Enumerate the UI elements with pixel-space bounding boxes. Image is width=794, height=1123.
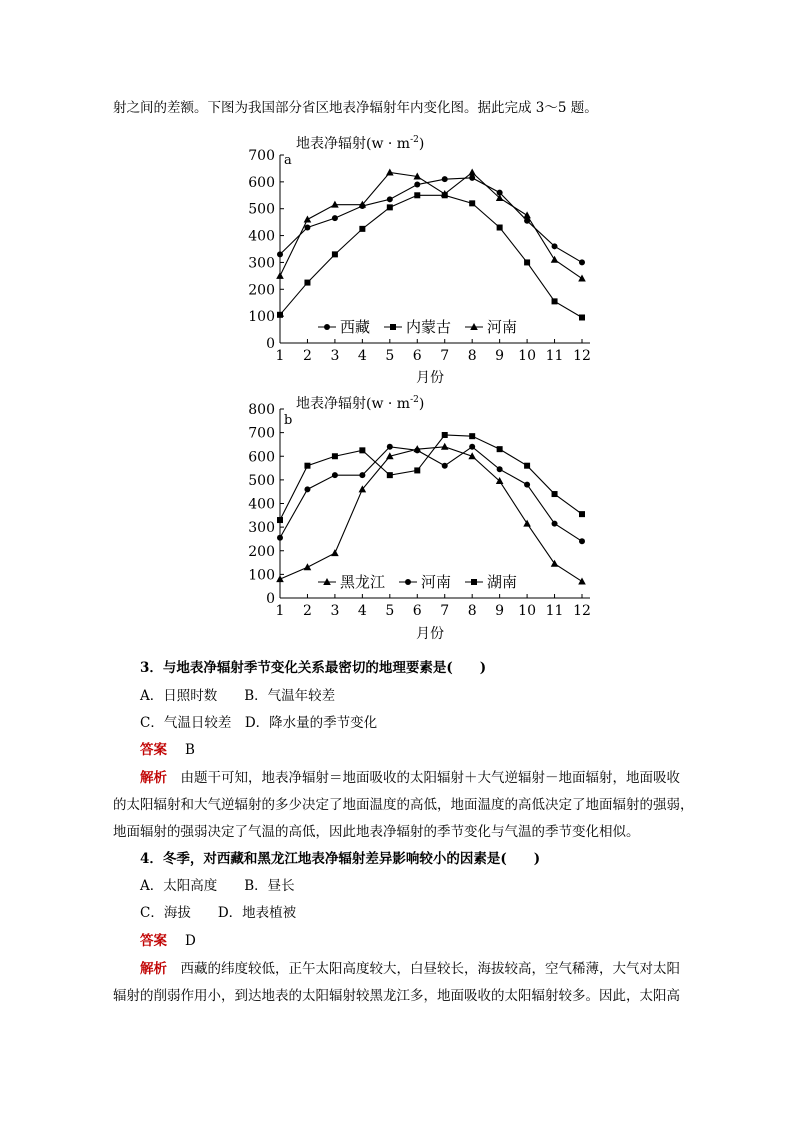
chart-a-title (296, 135, 424, 152)
chart-b-legend-2-label: 湖南 (487, 573, 518, 591)
chart-a-series-1-point (277, 312, 283, 318)
q3-analysis-3: 地面辐射的强弱决定了气温的高低，因此地表净辐射的季节变化与气温的季节变化相似。 (113, 824, 640, 840)
chart-b-x-tick-label: 7 (440, 603, 450, 619)
chart-b-x-tick-label: 11 (545, 603, 564, 619)
chart-a-svg (240, 128, 605, 388)
q4-answer-label: 答案 (140, 933, 167, 949)
chart-a-x-tick-label: 12 (573, 348, 591, 364)
chart-b-x-tick-label: 12 (573, 603, 591, 619)
chart-b-series-2-point (277, 517, 283, 523)
chart-b-x-tick-label: 4 (357, 603, 367, 619)
chart-b-series-1-point (304, 486, 310, 492)
chart-b-series-1-point (414, 447, 420, 453)
chart-a-series-0-point (304, 225, 310, 231)
chart-a-title-sup: -2 (410, 135, 419, 145)
q4-answer-value: D (185, 933, 196, 949)
chart-b-series-2-point (332, 453, 338, 459)
chart-b-series-1-point (359, 472, 365, 478)
chart-a-title-main: 地表净辐射(w · m (296, 136, 411, 152)
chart-a-series-1-point (332, 251, 338, 257)
chart-a-x-tick-label: 11 (545, 348, 564, 364)
q4-analysis-2: 辐射的削弱作用小，到达地表的太阳辐射较黑龙江多，地面吸收的太阳辐射较多。因此，太阳高 (113, 988, 680, 1004)
q3-analysis-2: 的太阳辐射和大气逆辐射的多少决定了地面温度的高低，地面温度的高低决定了地面辐射的强弱， (113, 797, 694, 813)
q3-options-2: C．气温日较差 D．降水量的季节变化 (140, 715, 378, 731)
q3-answer-value: B (185, 742, 195, 758)
chart-a-x-tick-label: 3 (330, 348, 340, 364)
chart-a-legend-1-marker (390, 324, 396, 330)
chart-a-x-tick-label: 9 (495, 348, 505, 364)
q4-answer (140, 929, 196, 949)
chart-a-panel-label: a (284, 153, 292, 168)
chart-b-legend-2-marker (471, 579, 477, 585)
chart-b-series-0-point (523, 520, 531, 527)
chart-a-series-0-point (414, 182, 420, 188)
chart-a-series-0-point (552, 243, 558, 249)
chart-b-title-sup: -2 (410, 395, 419, 405)
chart-a-x-tick-label: 7 (440, 348, 450, 364)
chart-b-xlabel: 月份 (416, 626, 444, 642)
chart-b-y-tick-label: 600 (248, 449, 275, 466)
chart-a-title-end: ) (418, 136, 425, 152)
chart-b-series-1-point (524, 482, 530, 488)
chart-b-series-0-point (578, 577, 586, 584)
q3-analysis-1 (140, 766, 680, 786)
chart-a-series-1-point (469, 200, 475, 206)
chart-b-panel-label: b (284, 413, 293, 428)
chart-b-title (296, 395, 424, 412)
chart-a-series-1-point (387, 204, 393, 210)
chart-b-series-2-point (469, 433, 475, 439)
chart-a-y-tick-label: 700 (248, 148, 275, 164)
chart-a-series-1-point (524, 259, 530, 265)
chart-a-series-2-line (280, 172, 582, 278)
chart-a-legend-0-label: 西藏 (340, 318, 371, 336)
chart-a-y-tick-label: 400 (248, 228, 275, 245)
q3-answer (140, 738, 195, 758)
chart-b-svg (240, 390, 605, 645)
chart-b-legend-1-label: 河南 (421, 573, 452, 591)
chart-a (240, 128, 605, 388)
chart-b-x-tick-label: 3 (330, 603, 340, 619)
q4-stem: 4．冬季，对西藏和黑龙江地表净辐射差异影响较小的因素是( ) (140, 851, 541, 867)
chart-b-legend-0-label: 黑龙江 (340, 573, 386, 591)
chart-a-y-tick-label: 500 (248, 201, 275, 218)
chart-b-y-tick-label: 0 (266, 591, 275, 607)
chart-a-series-2-point (386, 168, 394, 175)
chart-a-series-2-point (468, 168, 476, 175)
chart-a-series-2-point (578, 275, 586, 282)
chart-b-series-2-point (414, 467, 420, 473)
chart-a-x-tick-label: 6 (412, 348, 422, 364)
intro-text: 射之间的差额。下图为我国部分省区地表净辐射年内变化图。据此完成 3～5 题。 (113, 100, 598, 116)
chart-b-series-0-point (276, 575, 284, 582)
chart-b-series-1-line (280, 447, 582, 542)
chart-a-legend-2-label: 河南 (487, 318, 518, 336)
chart-b-series-1-point (332, 472, 338, 478)
chart-a-y-tick-label: 600 (248, 174, 275, 191)
chart-b-series-0-point (331, 549, 339, 556)
chart-a-x-tick-label: 5 (385, 348, 395, 364)
chart-b-series-1-point (579, 538, 585, 544)
q3-options-1: A．日照时数 B．气温年较差 (140, 688, 336, 704)
chart-b-x-tick-label: 9 (495, 603, 505, 619)
chart-b-series-2-point (387, 472, 393, 478)
chart-a-series-1-point (552, 298, 558, 304)
chart-a-series-0-point (277, 251, 283, 257)
chart-b-series-2-point (359, 447, 365, 453)
chart-a-legend-1-label: 内蒙古 (406, 318, 452, 336)
chart-b-y-tick-label: 500 (248, 472, 275, 489)
chart-a-series-2-point (551, 256, 559, 263)
q4-analysis-label: 解析 (140, 961, 167, 977)
chart-a-x-tick-label: 8 (467, 348, 477, 364)
chart-a-x-tick-label: 4 (357, 348, 367, 364)
chart-b-series-0-line (280, 447, 582, 582)
chart-b-series-1-point (442, 463, 448, 469)
chart-b (240, 390, 605, 645)
chart-a-series-1-point (497, 225, 503, 231)
chart-a-series-0-line (280, 178, 582, 263)
chart-b-x-tick-label: 6 (412, 603, 422, 619)
chart-b-series-1-point (387, 444, 393, 450)
chart-a-series-0-point (387, 196, 393, 202)
q4-options-1: A．太阳高度 B．昼长 (140, 878, 295, 894)
chart-a-series-1-line (280, 195, 582, 317)
chart-b-series-2-point (304, 463, 310, 469)
chart-b-y-tick-label: 100 (248, 567, 275, 584)
chart-b-title-end: ) (418, 396, 425, 412)
chart-b-series-1-point (497, 466, 503, 472)
chart-b-series-2-point (524, 463, 530, 469)
q3-analysis-label: 解析 (140, 770, 167, 786)
chart-a-x-tick-label: 2 (302, 348, 312, 364)
chart-b-series-1-point (469, 444, 475, 450)
q4-analysis-text-1: 西藏的纬度较低，正午太阳高度较大，白昼较长，海拔较高，空气稀薄，大气对太阳 (167, 961, 680, 977)
chart-a-series-2-point (304, 215, 312, 222)
chart-b-series-2-point (552, 491, 558, 497)
chart-b-series-1-point (277, 535, 283, 541)
q3-analysis-text-1: 由题干可知，地表净辐射＝地面吸收的太阳辐射＋大气逆辐射－地面辐射，地面吸收 (167, 770, 680, 786)
chart-b-x-tick-label: 2 (302, 603, 312, 619)
chart-b-title-main: 地表净辐射(w · m (296, 396, 411, 412)
chart-a-legend-0-marker (324, 324, 330, 330)
chart-a-x-tick-label: 10 (518, 348, 537, 364)
chart-b-series-0-point (441, 443, 449, 450)
chart-b-x-tick-label: 5 (385, 603, 395, 619)
q4-analysis-1 (140, 957, 680, 977)
chart-b-x-tick-label: 1 (275, 603, 285, 619)
chart-a-y-tick-label: 100 (248, 309, 275, 326)
chart-b-x-tick-label: 8 (467, 603, 477, 619)
q3-answer-label: 答案 (140, 742, 167, 758)
chart-b-series-2-point (442, 432, 448, 438)
chart-a-y-tick-label: 300 (248, 255, 275, 272)
chart-b-series-1-point (552, 521, 558, 527)
q3-stem: 3．与地表净辐射季节变化关系最密切的地理要素是( ) (140, 660, 487, 676)
chart-b-y-tick-label: 400 (248, 496, 275, 513)
chart-b-y-tick-label: 700 (248, 425, 275, 442)
chart-b-x-tick-label: 10 (518, 603, 537, 619)
chart-a-series-1-point (359, 226, 365, 232)
chart-a-series-0-point (332, 215, 338, 221)
chart-a-series-0-point (579, 259, 585, 265)
q4-options-2: C．海拔 D．地表植被 (140, 905, 297, 921)
chart-a-xlabel: 月份 (416, 370, 444, 386)
chart-a-series-0-point (442, 176, 448, 182)
chart-b-series-2-point (497, 446, 503, 452)
chart-b-y-tick-label: 300 (248, 520, 275, 537)
chart-a-series-2-point (523, 211, 531, 218)
chart-a-x-tick-label: 1 (275, 348, 285, 364)
chart-b-series-0-point (304, 563, 312, 570)
chart-b-y-tick-label: 800 (248, 402, 275, 418)
chart-b-legend-1-marker (405, 579, 411, 585)
chart-a-series-1-point (414, 192, 420, 198)
chart-a-series-2-point (276, 272, 284, 279)
chart-a-series-0-point (469, 175, 475, 181)
chart-b-series-2-point (579, 511, 585, 517)
chart-a-series-1-point (304, 280, 310, 286)
chart-a-series-1-point (579, 314, 585, 320)
chart-a-y-tick-label: 200 (248, 282, 275, 299)
chart-b-y-tick-label: 200 (248, 543, 275, 560)
chart-a-y-tick-label: 0 (266, 336, 275, 352)
